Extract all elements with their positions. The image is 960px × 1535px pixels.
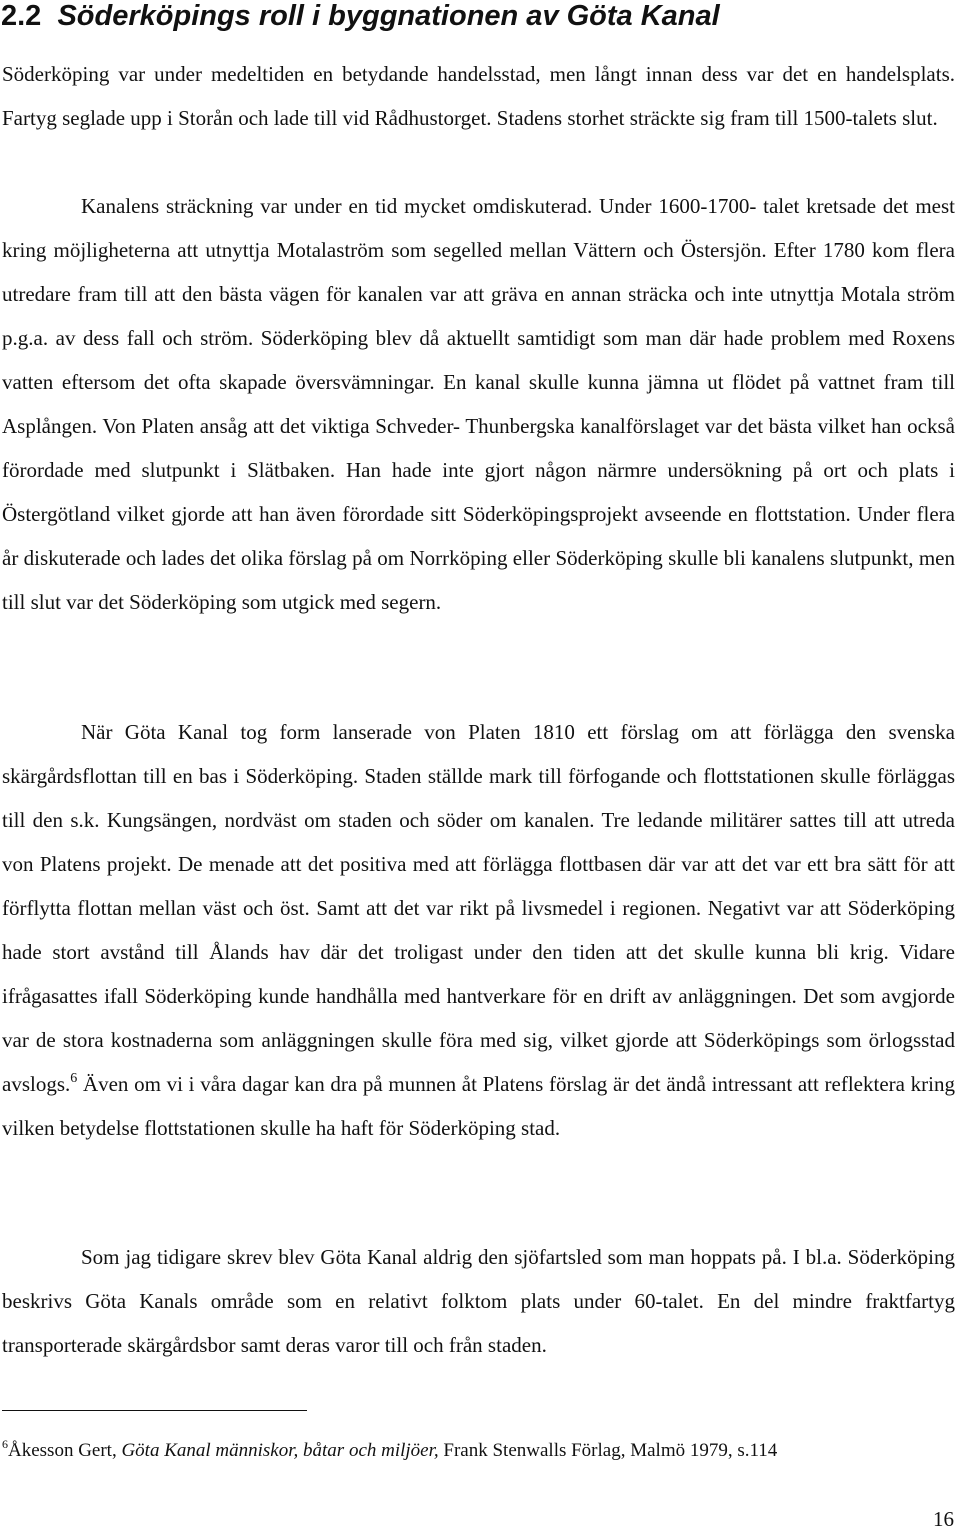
section-number: 2.2 xyxy=(1,0,42,32)
footnote xyxy=(2,1437,777,1465)
page-number: 16 xyxy=(933,1507,954,1531)
paragraph-4: Som jag tidigare skrev blev Göta Kanal aldrig den sjöfartsled som man hoppats på. I bl.a. Söderköping beskrivs Göta Kanals område som en relativt folktom plats under 60-talet. En del mindre fraktfartyg transporterade skärgårdsbor samt deras varor till och från staden. xyxy=(2,1245,955,1357)
section-heading xyxy=(1,0,720,38)
footnote-number: 6 xyxy=(2,1437,8,1451)
paragraph-3-text-b: Även om vi i våra dagar kan dra på munnen åt Platens förslag är det ändå intressant att reflektera kring vilken betydelse flottstationen skulle ha haft för Söderköping stad. xyxy=(2,1072,955,1140)
footnote-title: Göta Kanal människor, båtar och miljöer, xyxy=(121,1440,439,1461)
paragraph-2: Kanalens sträckning var under en tid mycket omdiskuterad. Under 1600-1700- talet kretsade det mest kring möjligheterna att utnyttja Motalaström som segelled mellan Vättern och Östersjön. Efter 1780 kom flera utredare fram till att den bästa vägen för kanalen var att gräva en annan sträcka och inte utnyttja Motala ström p.g.a. av dess fall och ström. Söderköping blev då aktuellt samtidigt som man där hade problem med Roxens vatten eftersom det ofta skapade översvämningar. En kanal skulle kunna jämna ut flödet på vattnet fram till Asplången. Von Platen ansåg att det viktiga Schveder- Thunbergska kanalförslaget var det bästa vilket han också förordade med slutpunkt i Slätbaken. Han hade inte gjort någon närmre undersökning på ort och plats i Östergötland vilket gjorde att han även förordade sitt Söderköpingsprojekt avseende en flottstation. Under flera år diskuterade och lades det olika förslag på om Norrköping eller Söderköping skulle bli kanalens slutpunkt, men till slut var det Söderköping som utgick med segern. xyxy=(2,194,955,614)
footnote-reference[interactable]: 6 xyxy=(70,1071,78,1086)
paragraph-3-text-a: När Göta Kanal tog form lanserade von Platen 1810 ett förslag om att förlägga den svenska skärgårdsflottan till en bas i Söderköping. Staden ställde mark till förfogande och flottstationen skulle förläggas till den s.k. Kungsängen, nordväst om staden och söder om kanalen. Tre ledande militärer sattes till att utreda von Platens projekt. De menade att det positiva med att förlägga flottbasen där var att det var ett bra sätt för att förflytta flottan mellan väst och öst. Samt att det var rikt på livsmedel i regionen. Negativt var att Söderköping hade stort avstånd till Ålands hav där det troligast under den tiden att det skulle kunna bli krig. Vidare ifrågasattes ifall Söderköping kunde handhålla med hantverkare för en drift av anläggningen. Det som avgjorde var de stora kostnaderna som anläggningen skulle föra med sig, vilket gjorde att Söderköpings som örlogsstad avslogs. xyxy=(2,720,955,1096)
footnote-publisher: Frank Stenwalls Förlag, Malmö 1979, s.114 xyxy=(438,1440,778,1461)
footnote-author: Åkesson Gert, xyxy=(8,1440,122,1461)
paragraph-3 xyxy=(2,710,955,1150)
section-title: Söderköpings roll i byggnationen av Göta Kanal xyxy=(57,0,720,32)
paragraph-1: Söderköping var under medeltiden en betydande handelsstad, men långt innan dess var det en handelsplats. Fartyg seglade upp i Storån och lade till vid Rådhustorget. Stadens storhet sträckte sig fram till 1500-talets slut. xyxy=(2,62,955,130)
footnote-separator xyxy=(2,1410,307,1411)
